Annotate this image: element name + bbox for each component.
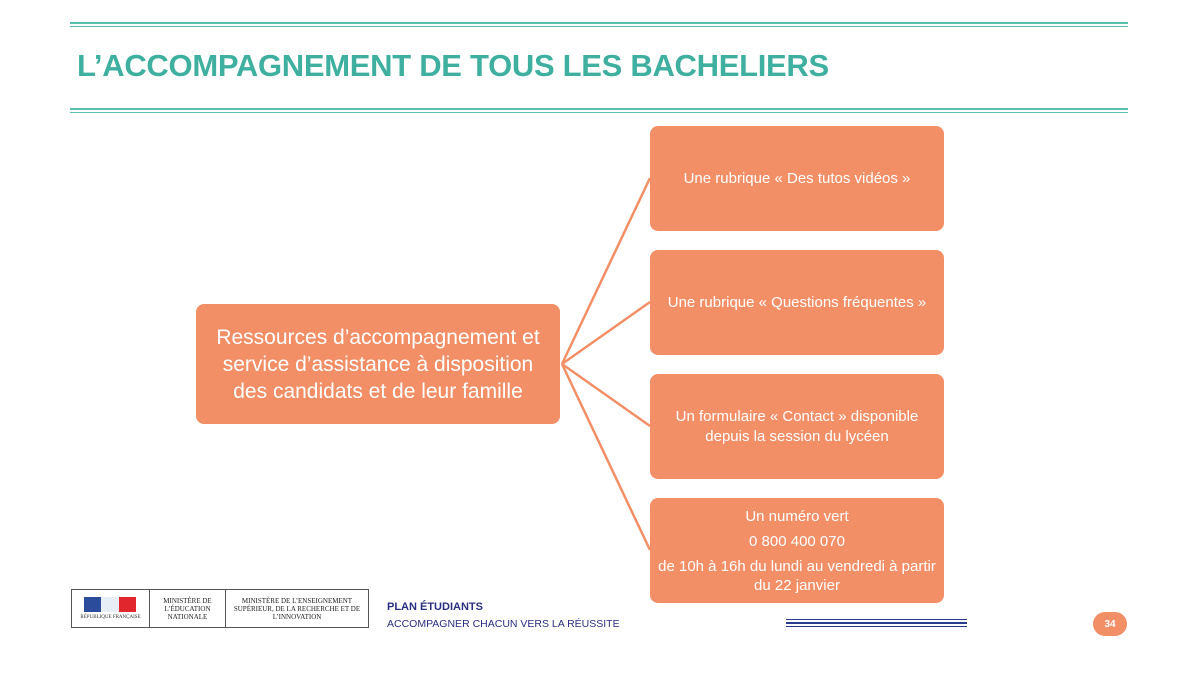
branch-node-tutos — [650, 126, 944, 231]
main-node-text: Ressources d’accompagnement et service d’assistance à disposition des candidats et de leur famille — [216, 325, 540, 403]
connector-2 — [562, 302, 650, 364]
page-title: L’ACCOMPAGNEMENT DE TOUS LES BACHELIERS — [77, 48, 829, 83]
ministry-logo-block — [71, 589, 369, 628]
footer-stripe-3 — [786, 626, 967, 627]
branch-node-text: Une rubrique « Questions fréquentes » — [667, 293, 927, 311]
connector-1 — [562, 178, 650, 364]
rf-logo-text: RÉPUBLIQUE FRANÇAISE — [80, 615, 141, 620]
branch-node-text: Une rubrique « Des tutos vidéos » — [683, 169, 911, 187]
page-number-badge: 34 — [1093, 612, 1127, 636]
branch-node-text: Un formulaire « Contact » disponible depuis la session du lycéen — [675, 407, 919, 445]
connector-4 — [562, 364, 650, 550]
ministere-education-logo — [150, 590, 226, 627]
main-node — [196, 304, 560, 424]
footer-stripe-1 — [786, 619, 967, 620]
footer-stripe-2 — [786, 622, 967, 624]
men-logo-text: MINISTÈRE DE L’ÉDUCATION NATIONALE — [163, 596, 212, 621]
republique-francaise-logo — [72, 590, 150, 627]
footer-tagline: ACCOMPAGNER CHACUN VERS LA RÉUSSITE — [387, 618, 620, 630]
flag-icon — [84, 597, 136, 612]
branch-node-hours: de 10h à 16h du lundi au vendredi à partir du 22 janvier — [658, 557, 936, 594]
branch-node-line: Un numéro vert — [745, 507, 849, 525]
footer-plan-label: PLAN ÉTUDIANTS — [387, 601, 483, 613]
connector-3 — [562, 364, 650, 426]
branch-node-faq — [650, 250, 944, 355]
branch-node-numero-vert — [650, 498, 944, 603]
ministere-enseignement-logo — [226, 590, 368, 627]
branch-node-contact — [650, 374, 944, 479]
branch-node-phone: 0 800 400 070 — [749, 532, 845, 550]
mesri-logo-text: MINISTÈRE DE L’ENSEIGNEMENT SUPÉRIEUR, DE LA RECHERCHE ET DE L’INNOVATION — [233, 596, 361, 621]
